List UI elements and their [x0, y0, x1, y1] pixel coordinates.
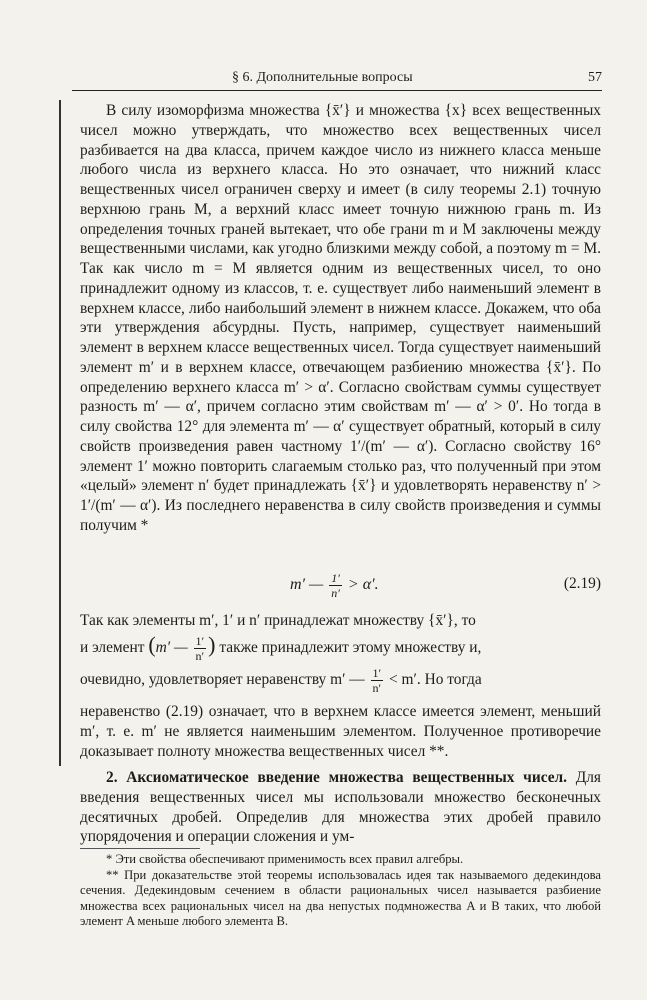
after-eq-line-2: и элемент (m′ — $\frac{1'}{n'}$ ) также принадлежит этому множеству и, — [80, 632, 482, 663]
header-title: § 6. Дополнительные вопросы — [232, 70, 413, 85]
equation-lhs: m′ — — [290, 576, 324, 594]
margin-bar — [59, 100, 61, 766]
footnotes — [80, 852, 601, 930]
equation-rhs: > α′. — [347, 576, 379, 594]
footnote-2: ** При доказательстве этой теоремы использовалась идея так называемого дедекиндова сечения. Дедекиндовым сечением в области рациональных чисел называется разбиение множества всех рациональных чисел на два непустых подмножества A и B таких, что любой элемент A меньше любого элемента B. — [80, 867, 601, 928]
conclusion-paragraph — [80, 702, 601, 761]
section-2-text: Для введения вещественных чисел мы использовали множество бесконечных десятичных дробей. Определив для множества этих дробей правило упорядочения и операции сложения и ум- — [80, 769, 601, 846]
after-eq-line-1 — [80, 612, 601, 630]
after-eq-line-3 — [80, 666, 601, 695]
footnote-1: * Эти свойства обеспечивают применимость всех правил алгебры. — [106, 852, 464, 866]
after-eq-line-1-text: Так как элементы m′, 1′ и n′ принадлежат множеству {x̄′}, то — [80, 612, 476, 629]
main-paragraph — [80, 101, 601, 536]
footnote-rule — [80, 848, 200, 849]
equation-2-19 — [80, 563, 601, 609]
page-number: 57 — [588, 70, 602, 85]
running-header — [72, 68, 602, 91]
after-eq-line-3-post: < m′. Но тогда — [389, 671, 482, 689]
after-eq-line-3-den: n′ — [372, 681, 382, 695]
after-eq-line-2-den: n′ — [195, 648, 205, 663]
paragraph-text: В силу изоморфизма множества {x̄′} и множества {x} всех вещественных чисел можно утверждать, что множество всех вещественных чисел разбивается на два класса, причем каждое число из нижнего класса меньше любого числа из верхнего класса. Но это означает, что нижний класс вещественных чисел ограничен сверху и имеет (в силу теоремы 2.1) точную верхнюю грань M, а верхний класс имеет точную нижнюю грань m. Из определения точных граней вытекает, что обе грани m и M заключены между вещественными числами, как угодно близкими между собой, а поэтому m = M. Так как число m = M является одним из вещественных чисел, то оно принадлежит одному из классов, т. е. существует либо наименьший элемент в верхнем классе, либо наибольший элемент в нижнем классе. Докажем, что оба эти утверждения абсурдны. Пусть, например, существует наименьший элемент в верхнем классе вещественных чисел. Тогда существует наименьший элемент m′ и в верхнем классе, отвечающем разбиению множества {x̄′}. По определению верхнего класса m′ > α′. Согласно свойствам суммы существует разность m′ — α′, причем согласно этим свойствам m′ — α′ > 0′. Но тогда в силу свойства 12° для элемента m′ — α′ существует обратный, который в силу свойств произведения равен частному 1′/(m′ — α′). Согласно свойству 16° элемент 1′ можно повторить слагаемым столько раз, что полученный при этом «целый» элемент n′ будет принадлежать {x̄′} и удовлетворять неравенству n′ > 1′/(m′ — α′). Из последнего неравенства в силу свойств произведения и суммы получим * — [80, 102, 601, 534]
section-2-paragraph — [80, 768, 601, 847]
after-eq-line-2-num: 1′ — [195, 633, 205, 648]
fraction-denominator: n′ — [331, 586, 340, 600]
equation-formula — [290, 571, 379, 600]
section-2 — [80, 768, 601, 847]
fraction-numerator: 1′ — [331, 571, 340, 585]
conclusion-text: неравенство (2.19) означает, что в верхнем классе имеется элемент, меньший m′, т. е. m′ не является наименьшим элементом. Полученное противоречие доказывает полноту множества вещественных чисел **. — [80, 703, 601, 760]
after-eq-line-2-pre: и элемент — [80, 639, 145, 656]
after-eq-line-2-post: также принадлежит этому множеству и, — [219, 639, 482, 656]
after-eq-line-2-fraction — [194, 634, 207, 663]
after-eq-line-3-pre: очевидно, удовлетворяет неравенству m′ — — [80, 671, 365, 689]
after-eq-line-3-fraction — [371, 666, 384, 695]
after-eq-line-3-num: 1′ — [372, 666, 382, 680]
section-2-title: 2. Аксиоматическое введение множества вещественных чисел. — [106, 769, 568, 786]
equation-number: (2.19) — [563, 575, 601, 592]
after-eq-line-2-expr: m′ — — [155, 639, 188, 656]
equation-fraction — [329, 571, 342, 600]
